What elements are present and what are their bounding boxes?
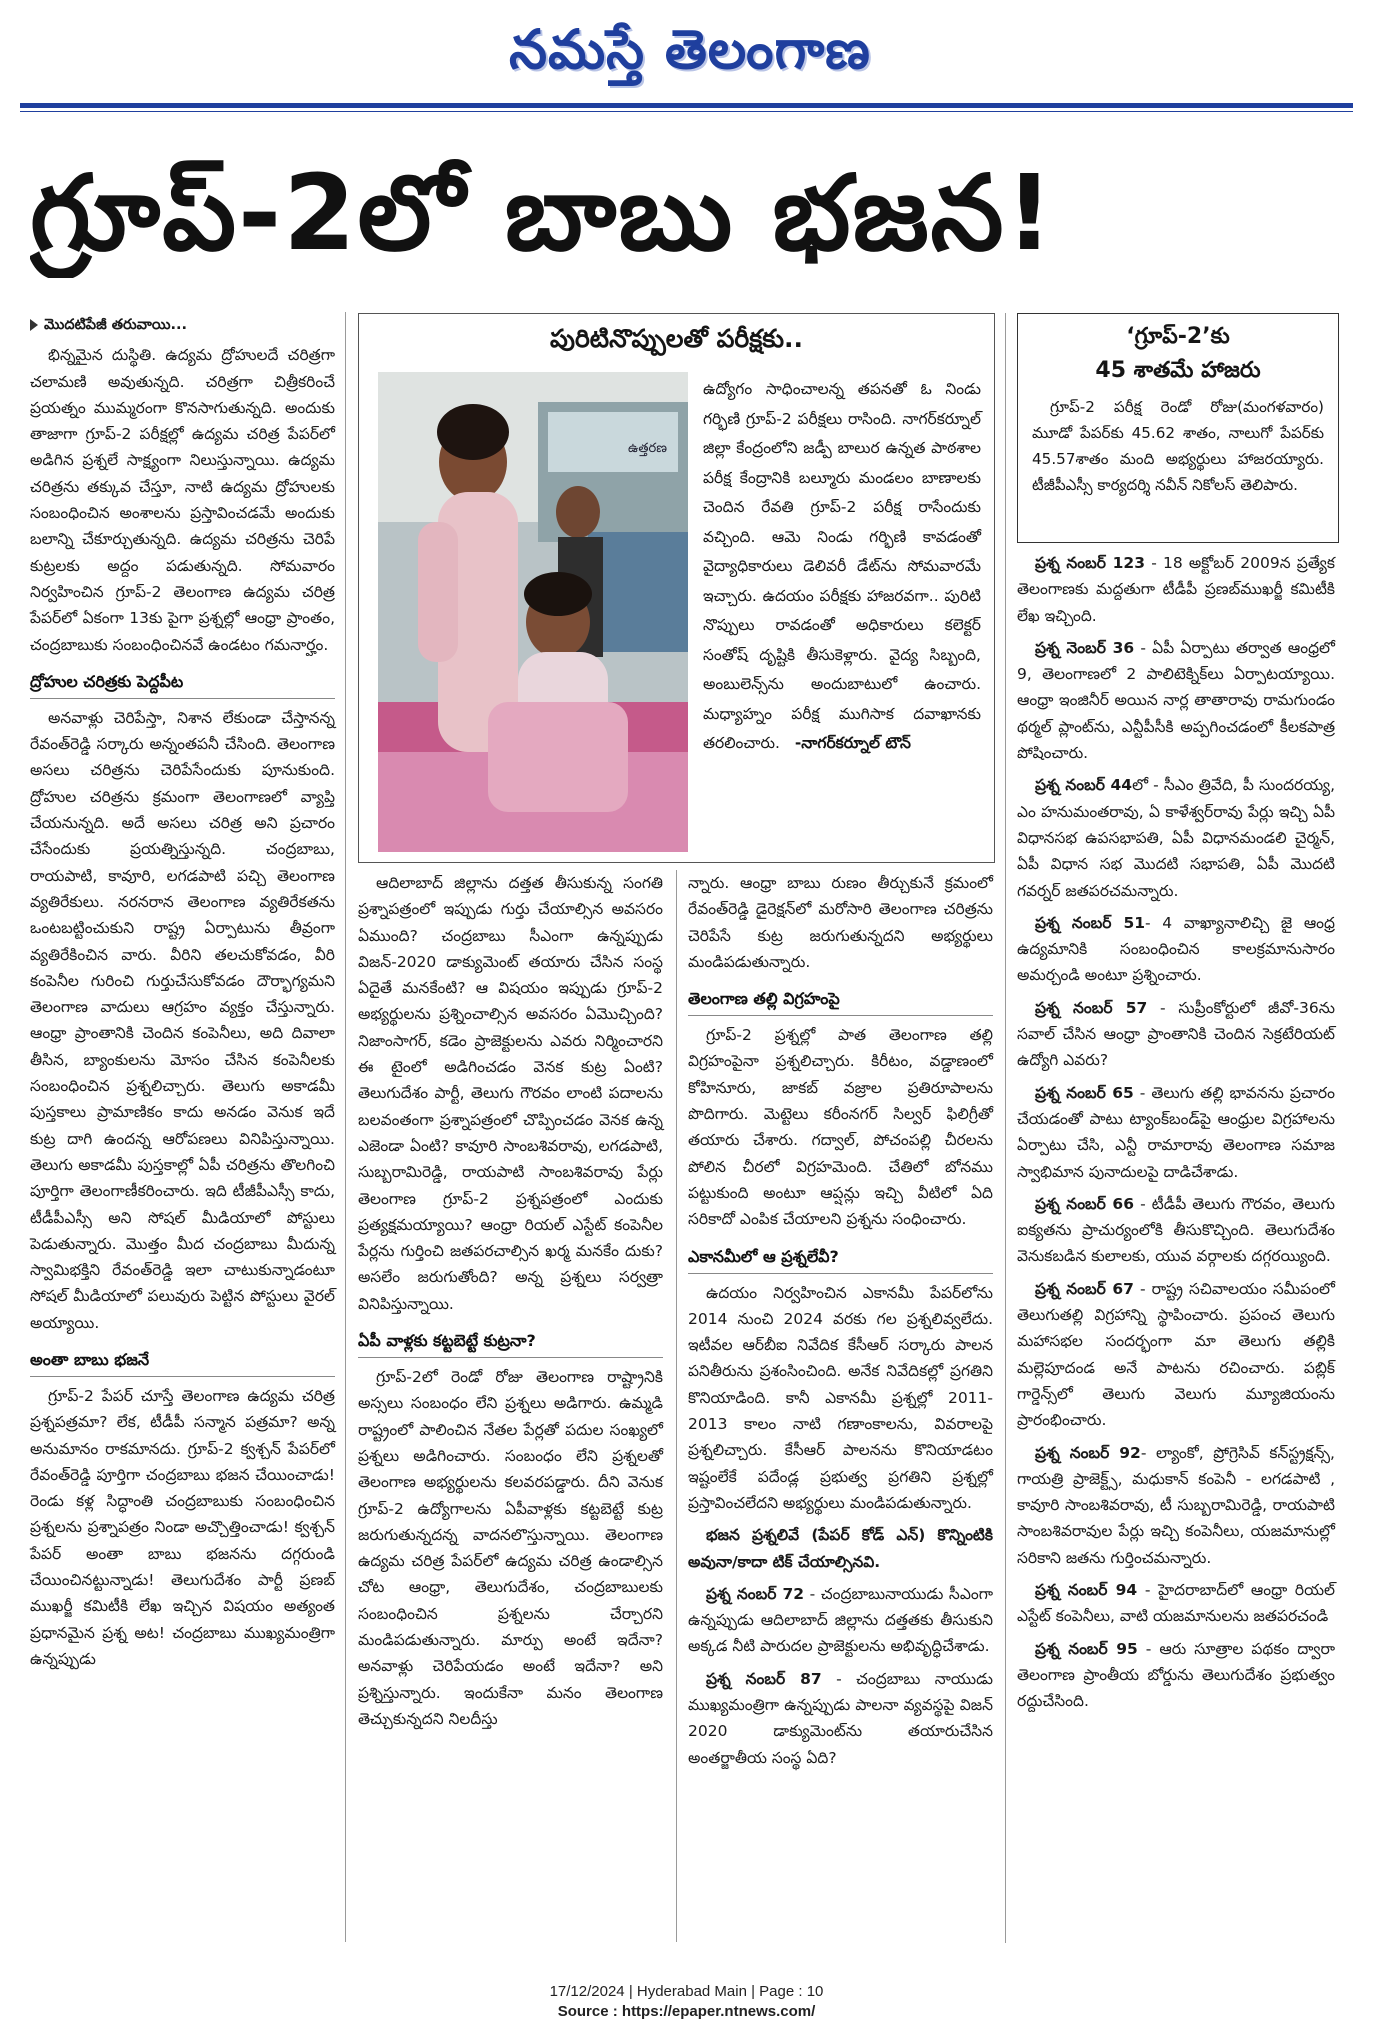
right-column — [1017, 550, 1335, 1720]
question-label: ప్రశ్న నంబర్‌ 51 — [1035, 913, 1146, 932]
photo-story-text — [703, 375, 981, 759]
question-item — [1017, 1636, 1335, 1715]
article-paragraph: భిన్నమైన దుస్థితి. ఉద్యమ ద్రోహులదే చరిత్రగా చలామణి అవుతున్నది. చరిత్రగా చిత్రీకరించే ప్రయత్నం ముమ్మరంగా కొనసాగుతున్నది. అందుకు తాజాగా గ్రూప్‌-2 పరీక్షల్లో ఉద్యమ చరిత్ర పేపర్‌లో అడిగిన ప్రశ్నలే సాక్ష్యంగా నిలుస్తున్నాయి. ఉద్యమ చరిత్రను తక్కువ చేస్తూ, నాటి ఉద్యమ ద్రోహులకు సంబంధించిన అంశాలను ప్రస్తావించడమే అందుకు బలాన్ని చేకూర్చుతున్నది. ఉద్యమ చరిత్రను చెరిపే కుట్రలకు అద్దం పడుతున్నది. సోమవారం నిర్వహించిన గ్రూప్‌-2 తెలంగాణ ఉద్యమ చరిత్ర పేపర్‌లో ఏకంగా 13కు పైగా ప్రశ్నల్లో ఆంధ్రా ప్రాంతం, చంద్రబాబుకు సంబంధించినవే ఉండటం గమనార్హం. — [30, 346, 335, 654]
left-column — [30, 312, 335, 1678]
question-text: - చంద్రబాబునాయుడు సీఎంగా ఉన్నప్పుడు ఆదిలాబాద్‌ జిల్లాను దత్తతకు తీసుకుని అక్కడ నీటి పారుదల ప్రాజెక్టులను అభివృద్ధిచేశాడు. — [688, 1584, 993, 1656]
question-item — [1017, 550, 1335, 629]
subheading: ద్రోహుల చరిత్రకు పెద్దపీట — [30, 668, 335, 699]
footer-source: Source : https://epaper.ntnews.com/ — [557, 2003, 816, 2020]
question-item — [1017, 635, 1335, 766]
question-label: ప్రశ్న నంబర్‌ 66 — [1035, 1194, 1134, 1213]
subheading: ఎకానమీలో ఆ ప్రశ్నలేవీ? — [688, 1243, 993, 1274]
question-item — [1017, 1577, 1335, 1630]
subheading: అంతా బాబు భజనే — [30, 1346, 335, 1377]
continued-text: మొదటిపేజీ తరువాయి... — [44, 317, 188, 333]
subheading: ఏపీ వాళ్లకు కట్టబెట్టే కుట్రనా? — [358, 1327, 663, 1358]
question-item — [1017, 995, 1335, 1074]
question-text: - చంద్రబాబు నాయుడు ముఖ్యమంత్రిగా ఉన్నప్పుడు పాలనా వ్యవస్థపై విజన్‌ 2020 డాక్యుమెంట్‌ను తయారుచేసిన అంతర్జాతీయ సంస్థ ఏది? — [688, 1669, 993, 1767]
photo-story-title: పురిటినొప్పులతో పరీక్షకు.. — [550, 324, 803, 353]
question-label: ప్రశ్న నంబర్‌ 65 — [1035, 1083, 1134, 1102]
attendance-text: గ్రూప్‌-2 పరీక్ష రెండో రోజు(మంగళవారం) మూడో పేపర్‌కు 45.62 శాతం, నాలుగో పేపర్‌కు 45.57శాతం మంది అభ్యర్థులు హాజరయ్యారు. టీజీపీఎస్సీ కార్యదర్శి నవీన్‌ నికోలస్‌ తెలిపారు. — [1032, 398, 1324, 494]
right-middle-column — [688, 870, 993, 1777]
column-divider — [1005, 313, 1006, 1943]
article-paragraph: గ్రూప్‌-2 పేపర్‌ చూస్తే తెలంగాణ ఉద్యమ చరిత్ర ప్రశ్నపత్రమా? లేక, టీడీపీ సన్మాన పత్రమా? అన్న అనుమానం రాకమానదు. గ్రూప్‌-2 క్వశ్చన్‌ పేపర్‌లో రేవంత్‌రెడ్డి పూర్తిగా చంద్రబాబు భజన చేయించాడు! రెండు కళ్ల సిద్ధాంతి చంద్రబాబుకు సంబంధించిన ప్రశ్నలను ప్రశ్నాపత్రం నిండా అచ్చొత్తించాడు! క్వశ్చన్‌ పేపర్‌ అంతా బాబు భజనను దగ్గరుండి చేయించినట్టున్నాడు! తెలుగుదేశం పార్టీ ప్రణబ్‌ ముఖర్జీ కమిటీకి లేఖ ఇచ్చిన విషయం అత్యంత ప్రధానమైన ప్రశ్న అట! చంద్రబాబు ముఖ్యమంత్రిగా ఉన్నప్పుడు — [30, 1386, 335, 1668]
question-text: - సుప్రీంకోర్టులో జీవో-36ను సవాల్‌ చేసిన ఆంధ్రా ప్రాంతానికి చెందిన సెక్రటేరియట్‌ ఉద్యోగి ఎవరు? — [1017, 998, 1335, 1070]
photo-sign-text: ఉత్తరణ — [628, 441, 667, 456]
question-label: ప్రశ్న నంబర్‌ 44 — [1035, 776, 1133, 795]
middle-column — [358, 870, 663, 1738]
attendance-title-2: 45 శాతమే హాజరు — [1095, 358, 1261, 383]
question-label: ప్రశ్న నంబర్‌ 95 — [1035, 1639, 1138, 1658]
question-item — [1017, 910, 1335, 989]
question-list — [1017, 550, 1335, 1714]
masthead-rule-thin — [20, 111, 1353, 112]
article-paragraph: ఉదయం నిర్వహించిన ఎకానమీ పేపర్‌లోను 2014 నుంచి 2024 వరకు గల ప్రశ్నలివ్వలేదు. ఇటీవల ఆర్‌బీఐ నివేదిక కేసీఆర్‌ సర్కారు పాలన పనితీరును ప్రశంసించింది. అనేక నివేదికల్లో ప్రగతిని కొనియాడింది. కానీ ఎకానమీ ప్రశ్నల్లో 2011- 2013 కాలం నాటి గణాంకాలను, వివరాలపై ప్రశ్నలిచ్చారు. కేసీఆర్‌ పాలనను కొనియాడటం ఇష్టంలేకే పదేండ్ల ప్రభుత్వ ప్రగతిని ప్రశ్నల్లో ప్రస్తావించలేదని అభ్యర్థులు మండిపడుతున్నారు. — [688, 1283, 993, 1512]
question-label: ప్రశ్న నంబర్‌ 92 — [1035, 1443, 1141, 1462]
article-paragraph: అనవాళ్లు చెరిపేస్తా, నిశాన లేకుండా చేస్తానన్న రేవంత్‌రెడ్డి సర్కారు అన్నంతపనీ చేసింది. తెలంగాణ అసలు చరిత్రను చెరిపేసేందుకు పూనుకుంది. ద్రోహుల చరిత్రను క్రమంగా తెలంగాణలో వ్యాప్తి చేయనున్నది. అదే అసలు చరిత్ర అని ప్రచారం చేసేందుకు ప్రయత్నిస్తున్నది. చంద్రబాబు, రాయపాటి, కావూరి, లగడపాటి పచ్చి తెలంగాణ వ్యతిరేకులు. నరనరాన తెలంగాణ వ్యతిరేకతను ఒంటబట్టించుకుని రాష్ట్ర ఏర్పాటును తీవ్రంగా వ్యతిరేకించిన వారు. వీరిని తలచుకోవడం, వీరి కంపెనీల గురించి గుర్తుచేసుకోవడం దౌర్భాగ్యమని తెలంగాణ వాదులు ఆగ్రహం వ్యక్తం చేస్తున్నారు. ఆంధ్రా ప్రాంతానికి చెందిన కంపెనీలు, అది దివాలా తీసిన, బ్యాంకులను మోసం చేసిన కంపెనీలకు సంబంధించిన ప్రశ్నలిచ్చారు. తెలుగు అకాడమీ పుస్తకాలు ప్రామాణికం కాదు అనడం వెనుక ఇదే కుట్ర దాగి ఉందన్న ఆరోపణలు వినిపిస్తున్నాయి. తెలుగు అకాడమీ పుస్తకాల్లో ఏపీ చరిత్రను తొలగించి పూర్తిగా తెలంగాణీకరించారు. ఇది టీజీపీఎస్సీ కాదు, టీడీపీఎస్సీ అని సోషల్‌ మీడియాలో పోస్టులు పెడుతున్నారు. మొత్తం మీద చంద్రబాబు మీదున్న స్వామిభక్తిని రేవంత్‌రెడ్డి ఇలా చాటుకున్నాడంటూ సోషల్‌ మీడియాలో పలువురు పెట్టిన పోస్టులు వైరల్‌ అయ్యాయి. — [30, 708, 335, 1332]
continued-arrow-icon — [30, 319, 38, 331]
question-item — [1017, 1440, 1335, 1571]
question-label: ప్రశ్న నంబర్‌ 123 — [1035, 554, 1145, 572]
attendance-title-1: ‘గ్రూప్‌-2’కు — [1126, 324, 1230, 349]
question-item — [1017, 1276, 1335, 1434]
adjacent-page-edge — [1343, 283, 1373, 1943]
question-item — [1017, 772, 1335, 903]
main-headline: గ్రూప్‌-2లో బాబు భజన! — [30, 152, 1055, 274]
question-label: ప్రశ్న నంబర్‌ 72 — [706, 1584, 805, 1603]
question-text: - టీడీపీ తెలుగు గౌరవం, తెలుగు ఐక్యతను ప్రాచుర్యంలోకి తీసుకొచ్చింది. తెలుగుదేశం వెనుకబడిన కులాలకు, యువ వర్గాలకు దగ్గరయ్యింది. — [1017, 1194, 1335, 1266]
question-label: ప్రశ్న నంబర్‌ 87 — [706, 1669, 822, 1688]
article-paragraph: న్నారు. ఆంధ్రా బాబు రుణం తీర్చుకునే క్రమంలో రేవంత్‌రెడ్డి డైరెక్షన్‌లో మరోసారి తెలంగాణ చరిత్రను చెరిపేసే కుట్ర జరుగుతున్నదని అభ్యర్థులు మండిపడుతున్నారు. — [688, 874, 993, 971]
news-photo — [378, 372, 688, 852]
question-text: లో - సీఎం త్రివేది, పీ సుందరయ్య, ఎం హనుమంతరావు, ఏ కాళేశ్వర్‌రావు పేర్లు ఇచ్చి ఏపీ విధానసభ ఉపసభాపతి, ఏపీ విధానమండలి చైర్మన్‌, ఏపీ విధాన సభ మొదటి సభాపతి, ఏపీ మొదటి గవర్నర్‌ జతపరచమన్నారు. — [1017, 776, 1335, 900]
question-text: - రాష్ట్ర సచివాలయం సమీపంలో తెలుగుతల్లి విగ్రహాన్ని స్థాపించారు. ప్రపంచ తెలుగు మహాసభల సందర్భంగా మా తెలుగు తల్లికి మల్లెపూదండ అనే పాటను రచించారు. పబ్లిక్‌ గార్డెన్స్‌లో తెలుగు వెలుగు మ్యూజియంను ప్రారంభించారు. — [1017, 1279, 1335, 1430]
masthead-logo: నమస్తే తెలంగాణ — [509, 18, 871, 81]
masthead-rule — [20, 103, 1353, 108]
question-text: - హైదరాబాద్‌లో ఆంధ్రా రియల్‌ ఎస్టేట్‌ కంపెనీలు, వాటి యజమానులను జతపరచండి — [1017, 1580, 1335, 1626]
question-text: - ఆరు సూత్రాల పథకం ద్వారా తెలంగాణ ప్రాంతీయ బోర్డును తెలుగుదేశం ప్రభుత్వం రద్దుచేసింది. — [1017, 1639, 1335, 1711]
question-text: - తెలుగు తల్లి భావనను ప్రచారం చేయడంతో పాటు ట్యాంక్‌బండ్‌పై ఆంధ్రుల విగ్రహాలను ఏర్పాటు చేసి, ఎన్టీ రామారావు తెలంగాణ సమాజ స్వాభిమాన పునాదులపై దాడిచేశాడు. — [1017, 1083, 1335, 1181]
photo-story-credit: -నాగర్‌కర్నూల్‌ టౌన్‌ — [794, 734, 911, 752]
continued-label — [30, 312, 335, 338]
question-item — [1017, 1080, 1335, 1185]
subheading: తెలంగాణ తల్లి విగ్రహంపై — [688, 985, 993, 1016]
footer-edition-info: 17/12/2024 | Hyderabad Main | Page : 10 — [549, 1983, 824, 2000]
article-paragraph: ఆదిలాబాద్‌ జిల్లాను దత్తత తీసుకున్న సంగతి ప్రశ్నాపత్రంలో ఇప్పుడు గుర్తు చేయాల్సిన అవసరం ఏముంది? చంద్రబాబు సీఎంగా ఉన్నప్పుడు విజన్‌-2020 డాక్యుమెంట్‌ తయారు చేసిన సంస్థ ఏదైతే మనకేంటి? ఆ విషయం ఇప్పుడు గ్రూప్‌-2 అభ్యర్థులను ప్రశ్నించాల్సిన అవసరం ఏమొచ్చింది? నిజాంసాగర్‌, కడెం ప్రాజెక్టులను ఎవరు నిర్మించారని ఈ టైంలో అడిగించడం వెనక కుట్ర ఏంటి? తెలుగుదేశం పార్టీ, తెలుగు గౌరవం లాంటి పదాలను బలవంతంగా ప్రశ్నాపత్రంలో చొప్పించడం వెనక ఉన్న ఎజెండా ఏంటి? కావూరి సాంబశివరావు, లగడపాటి, సుబ్బరామిరెడ్డి, రాయపాటి సాంబశివరావు పేర్లు తెలంగాణ గ్రూప్‌-2 ప్రశ్నపత్రంలో ఎందుకు ప్రత్యక్షమయ్యాయి? ఆంధ్రా రియల్‌ ఎస్టేట్‌ కంపెనీల పేర్లను గుర్తించి జతపరచాల్సిన ఖర్మ మనకేం దుకు? అసలేం జరుగుతోంది? అన్న ప్రశ్నలు సర్వత్రా వినిపిస్తున్నాయి. — [358, 874, 663, 1313]
question-item — [688, 1581, 993, 1660]
bold-intro: భజన ప్రశ్నలివే (పేపర్‌ కోడ్‌ ఎన్‌) కొన్నింటికి అవునా/కాదా టిక్‌ చేయాల్సినవి. — [688, 1526, 993, 1571]
question-text: - 4 వాఖ్యానాలిచ్చి జై ఆంధ్ర ఉద్యమానికి సంబంధించిన కాలక్రమానుసారం అమర్చండి అంటూ ప్రశ్నించారు. — [1017, 913, 1335, 985]
question-label: ప్రశ్న నంబర్‌ 94 — [1035, 1580, 1138, 1599]
article-paragraph: గ్రూప్‌-2 ప్రశ్నల్లో పాత తెలంగాణ తల్లి విగ్రహంపైనా ప్రశ్నలిచ్చారు. కిరీటం, వడ్డాణంలో కోహినూరు, జాకబ్‌ వజ్రాల ప్రతిరూపాలను పొదిగారు. మెట్టెలు కరీంనగర్‌ సిల్వర్‌ ఫిలిగ్రీతో తయారు చేశారు. గద్వాల్‌, పోచంపల్లి చీరలను పోలిన చీరలో విగ్రహమెంది. చేతిలో బోనము పట్టుకుంది అంటూ ఆప్షన్లు ఇచ్చి వీటిలో ఏది సరికాదో ఎంపిక చేయాలని ప్రశ్నను సంధించారు. — [688, 1026, 993, 1229]
question-label: ప్రశ్న నంబర్‌ 57 — [1035, 998, 1148, 1017]
question-text: - ఏపీ ఏర్పాటు తర్వాత ఆంధ్రలో 9, తెలంగాణలో 2 పాలిటెక్నిక్‌లు ఏర్పాటయ్యాయి. ఆంధ్రా ఇంజినీర్‌ అయిన నార్ల తాతారావు రామగుండం థర్మల్‌ ప్లాంట్‌ను, ఎన్టీపీసీకి అప్పగించడంలో కీలకపాత్ర పోషించారు. — [1017, 638, 1335, 763]
question-label: ప్రశ్న నంబర్‌ 67 — [1035, 1279, 1134, 1298]
photo-illustration — [378, 372, 688, 852]
photo-story-body: ఉద్యోగం సాధించాలన్న తపనతో ఓ నిండు గర్భిణి గ్రూప్‌-2 పరీక్షలు రాసింది. నాగర్‌కర్నూల్‌ జిల్లా కేంద్రంలోని జడ్పీ బాలుర ఉన్నత పాఠశాల పరీక్ష కేంద్రానికి బల్మూరు మండలం బాణాలకు చెందిన రేవతి గ్రూప్‌-2 పరీక్ష రాసేందుకు వచ్చింది. ఆమె నిండు గర్భిణి కావడంతో వైద్యాధికారులు డెలివరీ డేట్‌ను సోమవారమే ఇచ్చారు. ఉదయం పరీక్షకు హాజరవగా.. పురిటి నొప్పులు రావడంతో అధికారులు కలెక్టర్‌ సంతోష్‌ దృష్టికి తీసుకెళ్లారు. వైద్య సిబ్బంది, అంబులెన్స్‌ను అందుబాటులో ఉంచారు. మధ్యాహ్నం పరీక్ష ముగిసాక దవాఖానకు తరలించారు. — [703, 380, 981, 752]
question-item — [688, 1666, 993, 1771]
question-item — [1017, 1191, 1335, 1270]
column-divider — [345, 312, 346, 1942]
question-text: - 18 అక్టోబర్‌ 2009న ప్రత్యేక తెలంగాణకు మద్దతుగా టీడీపీ ప్రణబ్‌ముఖర్జీ కమిటీకి లేఖ ఇచ్చింది. — [1017, 554, 1335, 625]
column-divider — [676, 870, 677, 1942]
article-paragraph: గ్రూప్‌-2లో రెండో రోజు తెలంగాణ రాష్ట్రానికి అస్సలు సంబంధం లేని ప్రశ్నలు అడిగారు. ఉమ్మడి రాష్ట్రంలో పాలించిన నేతల పేర్లతో పదుల సంఖ్యలో ప్రశ్నలు అడిగించారు. సంబంధం లేని ప్రశ్నలతో తెలంగాణ అభ్యర్థులను కలవరపడ్డారు. దీని వెనుక గ్రూప్‌-2 ఉద్యోగాలను ఏపీవాళ్లకు కట్టబెట్టే కుట్ర జరుగుతున్నదన్న వాదనలొస్తున్నాయి. తెలంగాణ ఉద్యమ చరిత్ర పేపర్‌లో ఉద్యమ చరిత్ర ఉండాల్సిన చోట ఆంధ్రా, తెలుగుదేశం, చంద్రబాబులకు సంబంధించిన ప్రశ్నలను చేర్చారని మండిపడుతున్నారు. మార్పు అంటే ఇదేనా? అనవాళ్లు చెరిపేయడం అంటే ఇదేనా? అని ప్రశ్నిస్తున్నారు. ఇందుకేనా మనం తెలంగాణ తెచ్చుకున్నదని నిలదీస్తు — [358, 1368, 663, 1728]
attendance-box — [1017, 313, 1339, 543]
question-text: - ల్యాంకో, ప్రోగ్రెసివ్‌ కన్‌స్ట్రక్షన్స్‌, గాయత్రి ప్రాజెక్ట్స్‌, మధుకాన్‌ కంపెనీ - లగడపాటి , కావూరి సాంబశివరావు, టీ సుబ్బరామిరెడ్డి, రాయపాటి సాంబశివరావుల పేర్లు ఇచ్చి కంపెనీలు, యజమానుల్లో సరికాని జతను గుర్తించమన్నారు. — [1017, 1443, 1335, 1567]
question-label: ప్రశ్న నెంబర్‌ 36 — [1035, 638, 1135, 657]
